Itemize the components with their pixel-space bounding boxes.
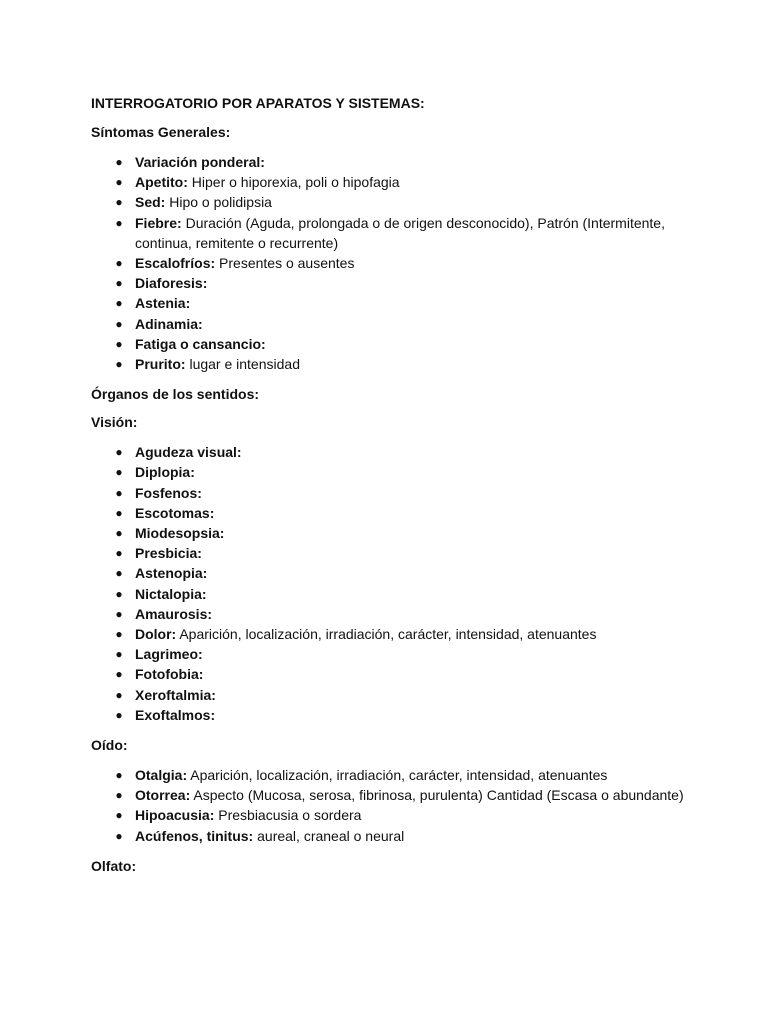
- item-desc: Aspecto (Mucosa, serosa, fibrinosa, purulenta) Cantidad (Escasa o abundante): [190, 787, 684, 804]
- list-item: [91, 664, 691, 684]
- item-term: Adinamia:: [135, 315, 203, 332]
- bullet-icon: ●: [115, 566, 123, 581]
- bullet-icon: ●: [115, 505, 123, 520]
- item-term: Nictalopia:: [135, 585, 207, 602]
- item-desc: aureal, craneal o neural: [253, 827, 405, 844]
- item-term: Diaforesis:: [135, 275, 208, 292]
- list-item: [91, 152, 691, 172]
- bullet-icon: ●: [115, 667, 123, 682]
- item-term: Prurito:: [135, 356, 186, 373]
- heading-sintomas-generales: Síntomas Generales:: [91, 124, 231, 140]
- bullet-icon: ●: [115, 195, 123, 210]
- item-desc: lugar e intensidad: [185, 356, 300, 373]
- item-term: Presbicia:: [135, 545, 202, 562]
- bullet-icon: ●: [115, 828, 123, 843]
- list-item: [91, 705, 691, 725]
- list-vision: [91, 442, 691, 725]
- item-term: Sed:: [135, 194, 166, 211]
- list-sintomas-generales: [91, 152, 691, 374]
- bullet-icon: ●: [115, 336, 123, 351]
- bullet-icon: ●: [115, 215, 123, 230]
- item-desc: Aparición, localización, irradiación, carácter, intensidad, atenuantes: [176, 626, 597, 643]
- heading-olfato: Olfato:: [91, 857, 137, 874]
- bullet-icon: ●: [115, 788, 123, 803]
- bullet-icon: ●: [115, 155, 123, 169]
- list-item: [91, 462, 691, 482]
- item-term: Acúfenos, tinitus:: [135, 827, 254, 844]
- list-item: [91, 523, 691, 543]
- list-item: [91, 273, 691, 293]
- bullet-icon: ●: [115, 357, 123, 372]
- item-term: Otorrea:: [135, 787, 191, 804]
- list-item: [91, 253, 691, 273]
- bullet-icon: ●: [115, 768, 123, 783]
- list-item: [91, 805, 691, 825]
- bullet-icon: ●: [115, 296, 123, 311]
- list-item: [91, 172, 691, 192]
- list-item: [91, 483, 691, 503]
- list-item: [91, 543, 691, 563]
- list-oido: [91, 765, 691, 846]
- item-term: Dolor:: [135, 626, 177, 643]
- list-item: [91, 563, 691, 583]
- list-item: [91, 503, 691, 523]
- item-term: Lagrimeo:: [135, 646, 203, 663]
- document-content: [91, 93, 691, 886]
- item-desc: Aparición, localización, irradiación, carácter, intensidad, atenuantes: [187, 767, 608, 784]
- heading-organos-sentidos: Órganos de los sentidos:: [91, 386, 260, 403]
- list-item: [91, 314, 691, 334]
- item-term: Fosfenos:: [135, 484, 202, 501]
- item-term: Otalgia:: [135, 767, 188, 784]
- item-desc: Presbiacusia o sordera: [214, 807, 362, 824]
- list-item: [91, 685, 691, 705]
- item-term: Escotomas:: [135, 504, 215, 521]
- item-term: Variación ponderal:: [135, 154, 265, 170]
- list-item: [91, 826, 691, 846]
- item-desc: Hiper o hiporexia, poli o hipofagia: [187, 174, 400, 191]
- bullet-icon: ●: [115, 627, 123, 642]
- bullet-icon: ●: [115, 647, 123, 662]
- list-item: [91, 644, 691, 664]
- item-term: Xeroftalmia:: [135, 686, 216, 703]
- item-desc: Duración (Aguda, prolongada o de origen desconocido), Patrón (Intermitente, continua, remitente o recurrente): [135, 214, 665, 251]
- item-term: Hipoacusia:: [135, 807, 215, 824]
- list-item: [91, 213, 691, 253]
- bullet-icon: ●: [115, 465, 123, 480]
- item-term: Fiebre:: [135, 214, 182, 231]
- item-desc: Presentes o ausentes: [215, 255, 355, 272]
- item-term: Amaurosis:: [135, 605, 213, 622]
- bullet-icon: ●: [115, 485, 123, 500]
- item-term: Exoftalmos:: [135, 706, 216, 723]
- item-desc: Hipo o polidipsia: [165, 194, 272, 211]
- bullet-icon: ●: [115, 256, 123, 271]
- bullet-icon: ●: [115, 276, 123, 291]
- list-item: [91, 584, 691, 604]
- bullet-icon: ●: [115, 316, 123, 331]
- bullet-icon: ●: [115, 526, 123, 541]
- item-term: Fotofobia:: [135, 666, 204, 683]
- list-item: [91, 624, 691, 644]
- item-term: Astenia:: [135, 295, 191, 312]
- bullet-icon: ●: [115, 445, 123, 460]
- item-term: Agudeza visual:: [135, 444, 242, 461]
- item-term: Diplopia:: [135, 464, 195, 481]
- list-item: [91, 604, 691, 624]
- list-item: [91, 192, 691, 212]
- item-term: Fatiga o cansancio:: [135, 335, 266, 352]
- bullet-icon: ●: [115, 707, 123, 722]
- list-item: [91, 785, 691, 805]
- bullet-icon: ●: [115, 546, 123, 561]
- list-item: [91, 293, 691, 313]
- list-item: [91, 765, 691, 785]
- list-item: [91, 334, 691, 354]
- item-term: Apetito:: [135, 174, 188, 191]
- heading-oido: Oído:: [91, 737, 128, 754]
- item-term: Escalofríos:: [135, 255, 216, 272]
- bullet-icon: ●: [115, 606, 123, 621]
- list-item: [91, 354, 691, 374]
- document-title: INTERROGATORIO POR APARATOS Y SISTEMAS:: [91, 95, 425, 111]
- item-term: Miodesopsia:: [135, 525, 225, 542]
- list-item: [91, 442, 691, 462]
- bullet-icon: ●: [115, 687, 123, 702]
- heading-vision: Visión:: [91, 414, 138, 431]
- bullet-icon: ●: [115, 808, 123, 823]
- bullet-icon: ●: [115, 175, 123, 190]
- item-term: Astenopia:: [135, 565, 208, 582]
- bullet-icon: ●: [115, 586, 123, 601]
